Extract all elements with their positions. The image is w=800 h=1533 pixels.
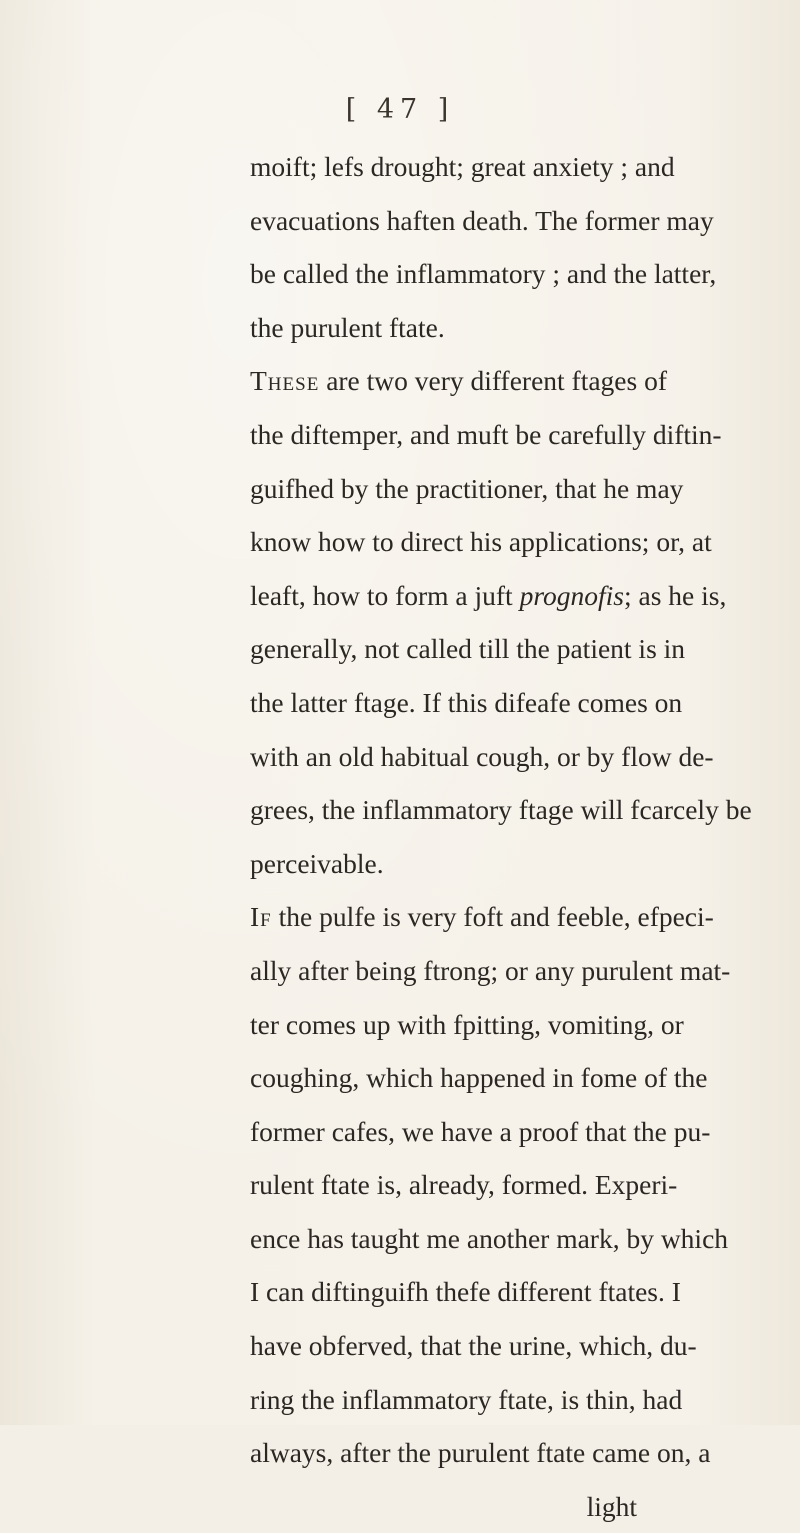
text-line: be called the inflammatory ; and the latter, (250, 258, 717, 290)
text-line: I can diftinguifh thefe different ftates. I (250, 1276, 681, 1308)
text-line: rulent ftate is, already, formed. Experi- (250, 1169, 678, 1201)
text-line (250, 354, 667, 408)
text-line: with an old habitual cough, or by flow de- (250, 740, 714, 772)
text-line: ally after being ftrong; or any purulent mat- (250, 954, 731, 986)
small-caps-word: If (250, 901, 272, 933)
text-line: the diftemper, and muft be carefully diftin- (250, 418, 722, 450)
page-number: [ 47 ] (345, 94, 455, 125)
text-line (250, 569, 727, 623)
text-line: generally, not called till the patient is in (250, 633, 686, 665)
text-run: ; as he is, (624, 579, 727, 611)
text-run: are two very different ftages of (319, 365, 667, 397)
italic-word: prognofis (519, 579, 624, 611)
text-line: moift; lefs drought; great anxiety ; and (250, 151, 675, 182)
catchword: light (586, 1490, 637, 1522)
text-line: perceivable. (250, 847, 384, 879)
text-line: coughing, which happened in fome of the (250, 1062, 708, 1094)
text-line: evacuations haften death. The former may (250, 204, 714, 236)
text-line: grees, the inflammatory ftage will fcarcely be (250, 794, 752, 826)
text-line: guifhed by the practitioner, that he may (250, 472, 684, 504)
text-line: ring the inflammatory ftate, is thin, had (250, 1383, 683, 1415)
text-line: ter comes up with fpitting, vomiting, or (250, 1008, 684, 1040)
text-line: former cafes, we have a proof that the pu- (250, 1115, 711, 1147)
body-text (250, 140, 752, 1533)
text-run: leaft, how to form a juft (250, 579, 520, 611)
text-run: the pulfe is very foft and feeble, efpeci- (271, 901, 714, 933)
text-line: the latter ftage. If this difeafe comes on (250, 686, 683, 718)
small-caps-word: These (250, 365, 320, 397)
text-line: have obferved, that the urine, which, du- (250, 1330, 697, 1362)
text-line (250, 890, 714, 944)
text-line: ence has taught me another mark, by which (250, 1222, 729, 1254)
text-line: know how to direct his applications; or, at (250, 526, 712, 558)
text-line: always, after the purulent ftate came on, a (250, 1437, 711, 1469)
text-line: the purulent ftate. (250, 311, 445, 343)
